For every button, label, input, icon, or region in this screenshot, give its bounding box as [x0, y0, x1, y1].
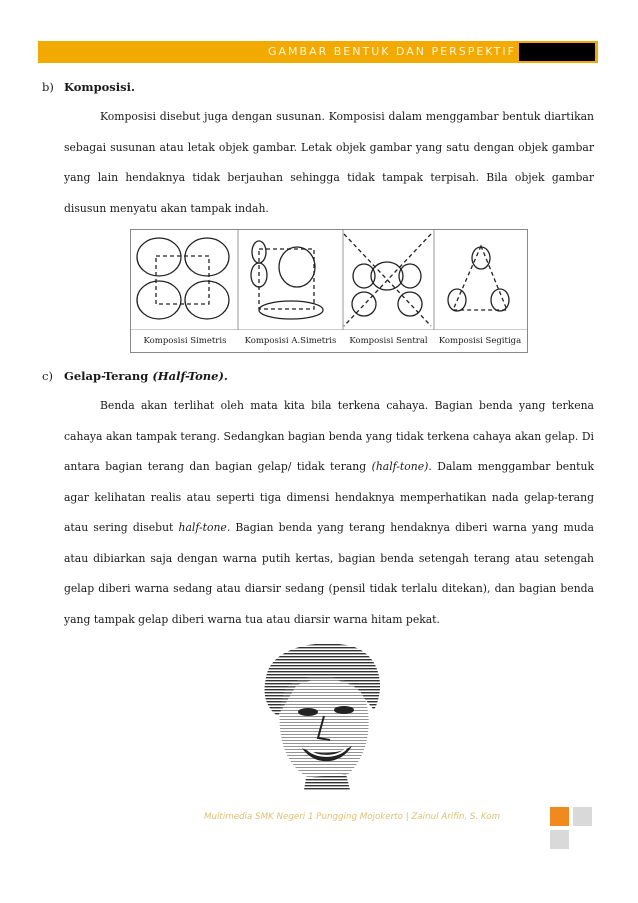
- caption-asimetris: Komposisi A.Simetris: [244, 336, 337, 346]
- section-c-em-2: half-tone: [178, 521, 227, 534]
- section-c-paragraph: [64, 391, 594, 635]
- section-c-title: Gelap-Terang: [64, 369, 149, 383]
- section-c-text-2: . Dalam menggambar bentuk agar kelihatan realis atau seperti tiga dimensi hendaknya memperhatikan nada gelap-terang atau sering disebut: [64, 460, 594, 534]
- footer-text: Multimedia SMK Negeri 1 Pungging Mojokerto | Zainul Arifin, S. Kom: [204, 812, 501, 822]
- caption-simetris: Komposisi Simetris: [143, 336, 227, 346]
- section-c-em-1: (half-tone): [371, 460, 429, 473]
- section-c-title-em: (Half-Tone).: [152, 369, 228, 383]
- section-b-marker: b): [42, 80, 54, 94]
- section-b-heading: [42, 80, 135, 94]
- section-c-marker: c): [42, 369, 53, 383]
- section-c-text-3: . Bagian benda yang terang hendaknya diberi warna yang muda atau dibiarkan saja dengan warna putih kertas, bagian benda setengah terang atau setengah gelap diberi warna sedang atau diarsir sedang (pensil tidak terlalu ditekan), dan bagian benda yang tampak gelap diberi warna tua atau diarsir warna hitam pekat.: [64, 521, 594, 626]
- caption-segitiga: Komposisi Segitiga: [438, 336, 522, 346]
- section-c-text-1: Benda akan terlihat oleh mata kita bila terkena cahaya. Bagian benda yang terkena cahaya akan tampak terang. Sedangkan bagian benda yang tidak terkena cahaya akan gelap. Di antara bagian terang dan bagian gelap/ tidak terang: [64, 399, 594, 473]
- section-b-paragraph: [64, 102, 594, 224]
- figure-captions: [131, 330, 527, 352]
- header-title: GAMBAR BENTUK DAN PERSPEKTIF: [268, 45, 516, 58]
- footer-square-orange: [550, 807, 569, 826]
- footer-square-gray-1: [573, 807, 592, 826]
- composition-figure: [130, 229, 528, 353]
- header-dark-block: [519, 43, 595, 61]
- halftone-portrait-image: [256, 638, 386, 790]
- header-bar: [38, 41, 598, 63]
- section-b-text: Komposisi disebut juga dengan susunan. Komposisi dalam menggambar bentuk diartikan sebagai susunan atau letak objek gambar. Letak objek gambar yang satu dengan objek gambar yang lain hendaknya tidak berjauhan sehingga tidak tampak terpisah. Bila objek gambar disusun menyatu akan tampak indah.: [64, 110, 594, 215]
- section-b-title: Komposisi.: [64, 80, 135, 94]
- footer-square-gray-2: [550, 830, 569, 849]
- caption-sentral: Komposisi Sentral: [349, 336, 428, 346]
- section-c-heading: [42, 369, 228, 383]
- composition-illustration: [131, 230, 527, 330]
